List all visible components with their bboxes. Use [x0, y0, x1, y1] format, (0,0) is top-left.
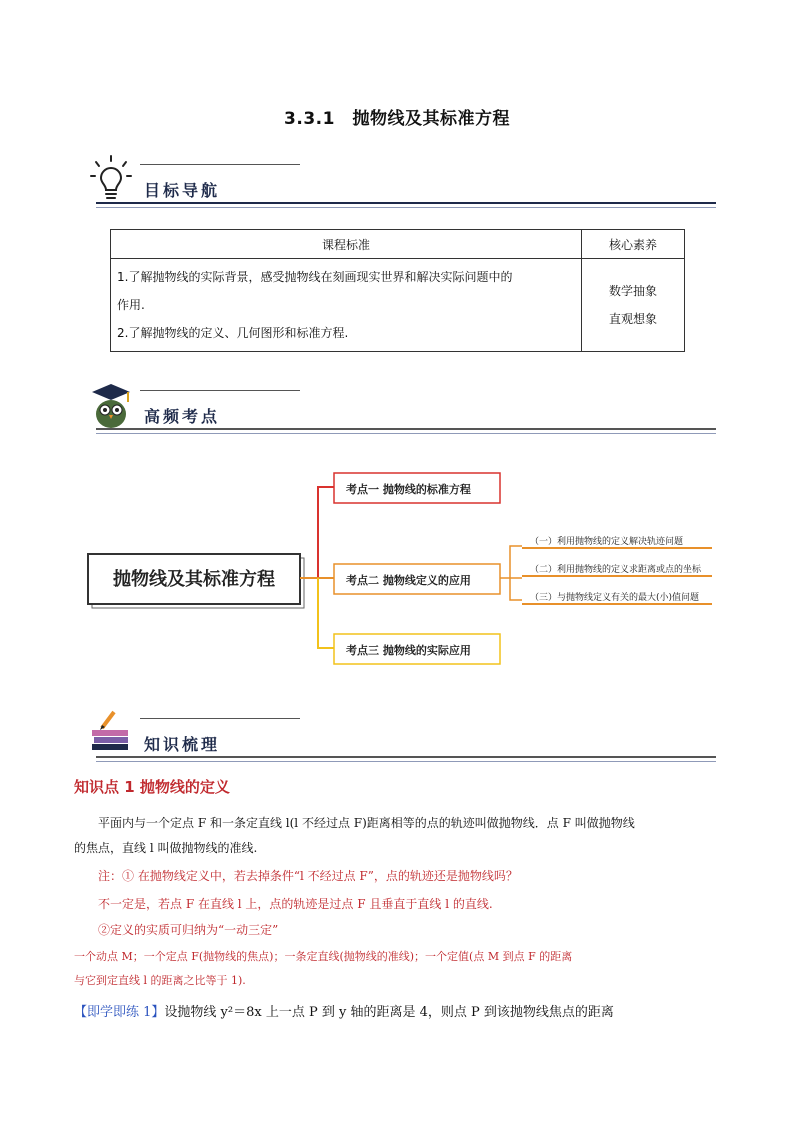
lightbulb-icon	[88, 154, 134, 204]
section-title-knowledge: 知识梳理	[144, 735, 221, 754]
definition-para-2: 的焦点，直线 l 叫做抛物线的准线.	[74, 841, 258, 855]
mindmap-diagram	[0, 460, 794, 680]
table-cell-literacy	[582, 259, 685, 352]
exercise-tag: 【即学即练 1】	[74, 1005, 165, 1020]
table-header-standard: 课程标准	[111, 230, 582, 259]
mindmap-sub-3: （三）与抛物线定义有关的最大(小)值问题	[530, 593, 700, 603]
literacy-item-1: 数学抽象	[608, 284, 657, 298]
table-header-literacy: 核心素养	[582, 230, 685, 259]
svg-text:抛物线及其标准方程: 抛物线及其标准方程	[113, 569, 275, 590]
section-banner-knowledge	[88, 704, 716, 764]
mindmap-sub-2: （二）利用抛物线的定义求距离或点的坐标	[530, 565, 702, 575]
mindmap-branch-1	[334, 473, 500, 503]
mindmap-branch-2	[334, 564, 500, 594]
mindmap-branch-3	[334, 634, 500, 664]
owl-scholar-icon	[88, 380, 134, 430]
literacy-item-2: 直观想象	[608, 312, 657, 326]
note-line-5: 与它到定直线 l 的距离之比等于 1).	[74, 974, 246, 987]
mindmap-root	[88, 554, 304, 608]
standard-line-3: 2.了解抛物线的定义、几何图形和标准方程.	[117, 326, 349, 340]
section-banner-goals	[88, 150, 716, 210]
mindmap-sub-1: （一）利用抛物线的定义解决轨迹问题	[530, 537, 684, 547]
svg-text:考点一 抛物线的标准方程: 考点一 抛物线的标准方程	[346, 483, 471, 496]
exercise-line	[74, 1000, 724, 1025]
standard-line-1: 1.了解抛物线的实际背景，感受抛物线在刻画现实世界和解决实际问题中的	[117, 270, 513, 284]
page-title: 3.3.1 抛物线及其标准方程	[284, 109, 510, 129]
section-title-hot: 高频考点	[144, 407, 221, 426]
svg-text:考点三 抛物线的实际应用: 考点三 抛物线的实际应用	[346, 644, 471, 657]
section-banner-hot	[88, 376, 716, 436]
section-title-goals: 目标导航	[144, 181, 221, 200]
exercise-text: 设抛物线 y²＝8x 上一点 P 到 y 轴的距离是 4，则点 P 到该抛物线焦点的距离	[164, 1005, 614, 1020]
course-standard-table	[110, 229, 685, 352]
definition-para-1: 平面内与一个定点 F 和一条定直线 l(l 不经过点 F)距离相等的点的轨迹叫做抛物线．点 F 叫做抛物线	[98, 816, 635, 830]
knowledge-point-heading: 知识点 1 抛物线的定义	[74, 778, 230, 796]
note-line-4: 一个动点 M；一个定点 F(抛物线的焦点)；一条定直线(抛物线的准线)；一个定值(点 M 到点 F 的距离	[74, 950, 573, 963]
svg-text:考点二 抛物线定义的应用: 考点二 抛物线定义的应用	[346, 574, 471, 587]
note-line-2: 不一定是，若点 F 在直线 l 上，点的轨迹是过点 F 且垂直于直线 l 的直线.	[98, 897, 493, 911]
note-line-3: ②定义的实质可归纳为“一动三定”	[98, 923, 279, 937]
books-pencil-icon	[88, 708, 134, 758]
standard-line-2: 作用.	[117, 298, 145, 312]
note-line-1: 注：① 在抛物线定义中，若去掉条件“l 不经过点 F”，点的轨迹还是抛物线吗？	[98, 869, 518, 883]
table-cell-standard	[111, 259, 582, 352]
